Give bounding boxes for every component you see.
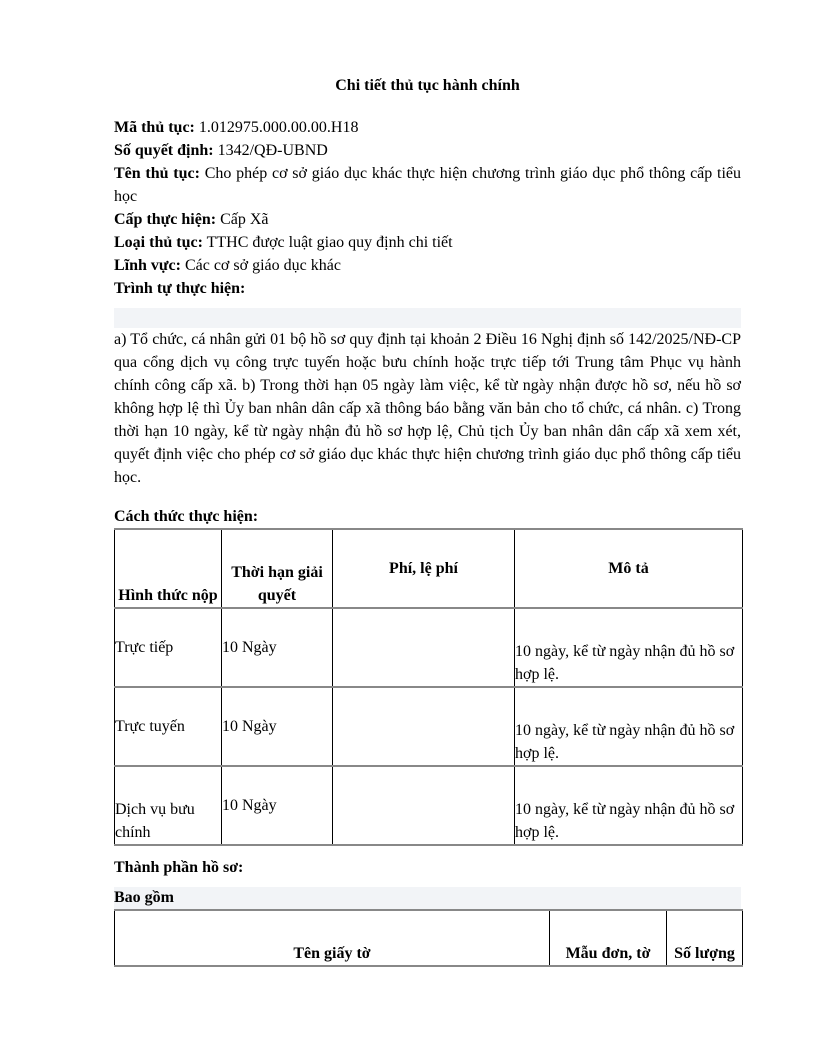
header-cell: Tên giấy tờ xyxy=(115,910,550,966)
table-row xyxy=(115,608,743,687)
document-page xyxy=(114,74,741,967)
field-label: Cấp thực hiện: xyxy=(114,211,217,228)
cell-desc: 10 ngày, kể từ ngày nhận đủ hồ sơ hợp lệ. xyxy=(515,766,743,845)
field-label: Số quyết định: xyxy=(114,142,214,159)
methods-table xyxy=(114,528,743,846)
table-header-row xyxy=(115,529,743,608)
header-cell: Mô tả xyxy=(515,529,743,608)
documents-subtitle: Bao gồm xyxy=(114,887,741,909)
field-ten-thu-tuc xyxy=(114,162,741,208)
cell-fee xyxy=(333,608,515,687)
cell-form: Trực tiếp xyxy=(115,608,222,687)
field-label: Lĩnh vực: xyxy=(114,257,181,274)
field-label: Mã thủ tục: xyxy=(114,119,195,136)
field-label: Trình tự thực hiện: xyxy=(114,280,246,297)
cell-duration: 10 Ngày xyxy=(222,687,333,766)
header-cell: Mẫu đơn, tờ xyxy=(550,910,667,966)
field-loai-thu-tuc xyxy=(114,231,741,254)
field-value: Cho phép cơ sở giáo dục khác thực hiện chương trình giáo dục phổ thông cấp tiểu học xyxy=(114,165,742,205)
field-value: 1342/QĐ-UBND xyxy=(217,142,328,159)
cell-duration: 10 Ngày xyxy=(222,608,333,687)
field-value: Các cơ sở giáo dục khác xyxy=(184,257,341,274)
header-cell: Hình thức nộp xyxy=(115,529,222,608)
field-value: Cấp Xã xyxy=(220,211,269,228)
cell-desc: 10 ngày, kể từ ngày nhận đủ hồ sơ hợp lệ. xyxy=(515,687,743,766)
methods-title: Cách thức thực hiện: xyxy=(114,508,259,525)
field-value: TTHC được luật giao quy định chi tiết xyxy=(206,234,453,251)
field-trinh-tu xyxy=(114,277,741,300)
procedure-steps: a) Tổ chức, cá nhân gửi 01 bộ hồ sơ quy định tại khoản 2 Điều 16 Nghị định số 142/2025/NĐ-CP qua cổng dịch vụ công trực tuyến hoặc bưu chính hoặc trực tiếp tới Trung tâm Phục vụ hành chính công cấp xã. b) Trong thời hạn 05 ngày làm việc, kể từ ngày nhận được hồ sơ, nếu hồ sơ không hợp lệ thì Ủy ban nhân dân cấp xã thông báo bằng văn bản cho tổ chức, cá nhân. c) Trong thời hạn 10 ngày, kể từ ngày nhận đủ hồ sơ hợp lệ, Chủ tịch Ủy ban nhân dân cấp xã xem xét, quyết định việc cho phép cơ sở giáo dục khác thực hiện chương trình giáo dục phổ thông cấp tiểu học. xyxy=(114,331,741,486)
header-cell: Phí, lệ phí xyxy=(333,529,515,608)
field-linh-vuc xyxy=(114,254,741,277)
field-ma-thu-tuc xyxy=(114,116,741,139)
header-cell: Số lượng xyxy=(667,910,743,966)
field-value: 1.012975.000.00.00.H18 xyxy=(198,119,359,136)
cell-duration: 10 Ngày xyxy=(222,766,333,845)
field-cap-thuc-hien xyxy=(114,208,741,231)
cell-form: Dịch vụ bưu chính xyxy=(115,766,222,845)
documents-table xyxy=(114,909,743,967)
cell-form: Trực tuyến xyxy=(115,687,222,766)
cell-fee xyxy=(333,766,515,845)
cell-desc: 10 ngày, kể từ ngày nhận đủ hồ sơ hợp lệ. xyxy=(515,608,743,687)
field-label: Tên thủ tục: xyxy=(114,165,200,182)
table-header-row xyxy=(115,910,743,966)
cell-fee xyxy=(333,687,515,766)
header-cell: Thời hạn giải quyết xyxy=(222,529,333,608)
table-row xyxy=(115,687,743,766)
table-row xyxy=(115,766,743,845)
shaded-divider xyxy=(114,308,741,328)
page-title: Chi tiết thủ tục hành chính xyxy=(335,77,520,94)
documents-title: Thành phần hồ sơ: xyxy=(114,859,244,876)
field-label: Loại thủ tục: xyxy=(114,234,203,251)
field-so-quyet-dinh xyxy=(114,139,741,162)
